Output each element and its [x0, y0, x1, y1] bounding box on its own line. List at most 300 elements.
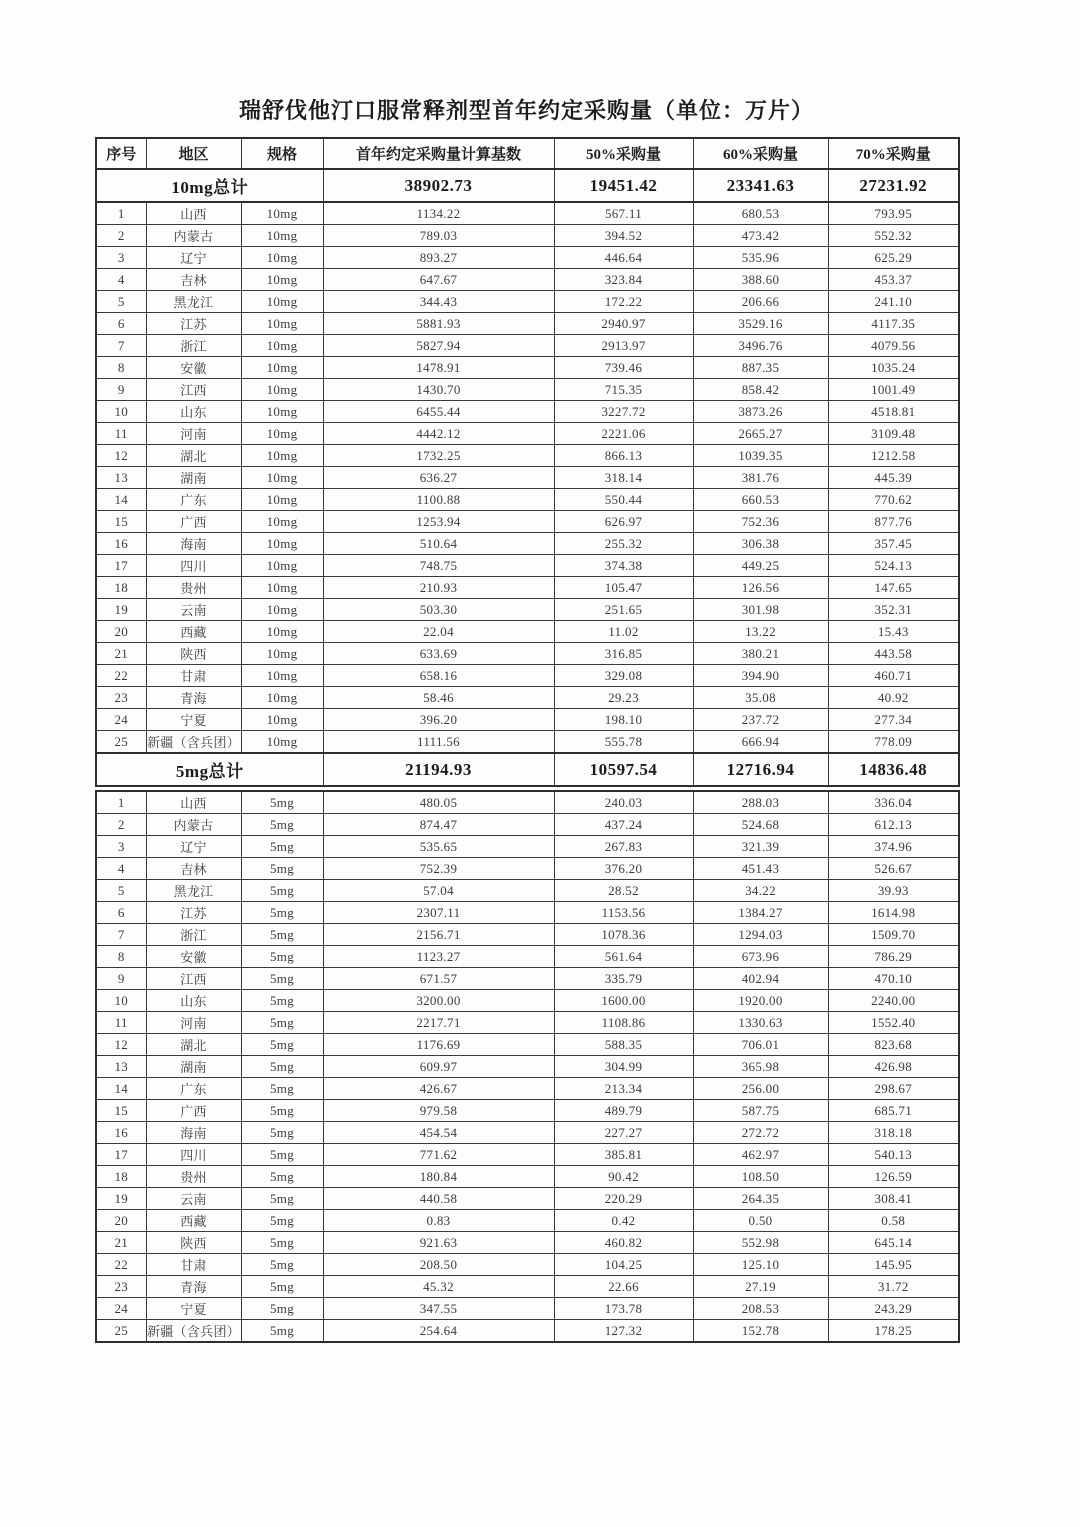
region-cell: 广西: [146, 1100, 241, 1122]
row-index: 23: [96, 687, 146, 709]
qty-70-cell: 40.92: [828, 687, 959, 709]
qty-60-cell: 306.38: [693, 533, 828, 555]
spec-cell: 5mg: [241, 1012, 323, 1034]
region-cell: 河南: [146, 1012, 241, 1034]
table-row: [96, 1144, 959, 1166]
region-cell: 山东: [146, 401, 241, 423]
row-index: 22: [96, 1254, 146, 1276]
base-qty-cell: 396.20: [323, 709, 554, 731]
spec-cell: 5mg: [241, 1144, 323, 1166]
qty-50-cell: 304.99: [554, 1056, 693, 1078]
qty-50-cell: 213.34: [554, 1078, 693, 1100]
row-index: 16: [96, 533, 146, 555]
summary-row: [96, 753, 959, 786]
region-cell: 云南: [146, 1188, 241, 1210]
column-header: 首年约定采购量计算基数: [323, 138, 554, 169]
spec-cell: 5mg: [241, 1034, 323, 1056]
qty-50-cell: 588.35: [554, 1034, 693, 1056]
row-index: 5: [96, 291, 146, 313]
table-row: [96, 467, 959, 489]
qty-70-cell: 526.67: [828, 858, 959, 880]
qty-50-cell: 446.64: [554, 247, 693, 269]
table-row: [96, 990, 959, 1012]
region-cell: 内蒙古: [146, 814, 241, 836]
base-qty-cell: 979.58: [323, 1100, 554, 1122]
spec-cell: 5mg: [241, 1078, 323, 1100]
qty-60-cell: 365.98: [693, 1056, 828, 1078]
qty-60-cell: 394.90: [693, 665, 828, 687]
row-index: 15: [96, 1100, 146, 1122]
qty-60-cell: 1039.35: [693, 445, 828, 467]
qty-70-cell: 685.71: [828, 1100, 959, 1122]
row-index: 11: [96, 423, 146, 445]
row-index: 25: [96, 731, 146, 754]
base-qty-cell: 426.67: [323, 1078, 554, 1100]
table-row: [96, 814, 959, 836]
qty-60-cell: 27.19: [693, 1276, 828, 1298]
region-cell: 湖南: [146, 467, 241, 489]
qty-50-cell: 2221.06: [554, 423, 693, 445]
row-index: 17: [96, 555, 146, 577]
qty-60-cell: 13.22: [693, 621, 828, 643]
region-cell: 安徽: [146, 946, 241, 968]
qty-60-cell: 451.43: [693, 858, 828, 880]
table-row: [96, 1254, 959, 1276]
column-header: 70%采购量: [828, 138, 959, 169]
table-row: [96, 401, 959, 423]
spec-cell: 5mg: [241, 814, 323, 836]
region-cell: 湖南: [146, 1056, 241, 1078]
qty-50-cell: 550.44: [554, 489, 693, 511]
qty-60-cell: 462.97: [693, 1144, 828, 1166]
qty-60-cell: 3496.76: [693, 335, 828, 357]
base-qty-cell: 789.03: [323, 225, 554, 247]
qty-50-cell: 374.38: [554, 555, 693, 577]
qty-50-cell: 739.46: [554, 357, 693, 379]
row-index: 1: [96, 791, 146, 814]
qty-50-cell: 1108.86: [554, 1012, 693, 1034]
row-index: 25: [96, 1320, 146, 1343]
spec-cell: 10mg: [241, 643, 323, 665]
row-index: 21: [96, 1232, 146, 1254]
summary-value: 27231.92: [828, 169, 959, 202]
qty-60-cell: 2665.27: [693, 423, 828, 445]
column-header: 序号: [96, 138, 146, 169]
header-row: [96, 138, 959, 169]
spec-cell: 10mg: [241, 467, 323, 489]
base-qty-cell: 0.83: [323, 1210, 554, 1232]
base-qty-cell: 647.67: [323, 269, 554, 291]
base-qty-cell: 1430.70: [323, 379, 554, 401]
table-body-5mg: [96, 791, 959, 1342]
table-row: [96, 555, 959, 577]
summary-value: 12716.94: [693, 753, 828, 786]
table-row: [96, 247, 959, 269]
spec-cell: 5mg: [241, 836, 323, 858]
base-qty-cell: 2217.71: [323, 1012, 554, 1034]
spec-cell: 10mg: [241, 357, 323, 379]
qty-60-cell: 473.42: [693, 225, 828, 247]
spec-cell: 10mg: [241, 269, 323, 291]
row-index: 10: [96, 990, 146, 1012]
base-qty-cell: 22.04: [323, 621, 554, 643]
spec-cell: 10mg: [241, 599, 323, 621]
qty-60-cell: 301.98: [693, 599, 828, 621]
qty-50-cell: 172.22: [554, 291, 693, 313]
qty-60-cell: 264.35: [693, 1188, 828, 1210]
qty-70-cell: 241.10: [828, 291, 959, 313]
qty-60-cell: 0.50: [693, 1210, 828, 1232]
qty-60-cell: 3529.16: [693, 313, 828, 335]
qty-50-cell: 198.10: [554, 709, 693, 731]
qty-70-cell: 445.39: [828, 467, 959, 489]
spec-cell: 5mg: [241, 1056, 323, 1078]
region-cell: 黑龙江: [146, 291, 241, 313]
qty-60-cell: 680.53: [693, 202, 828, 225]
qty-70-cell: 0.58: [828, 1210, 959, 1232]
qty-70-cell: 786.29: [828, 946, 959, 968]
qty-70-cell: 308.41: [828, 1188, 959, 1210]
spec-cell: 5mg: [241, 1122, 323, 1144]
qty-50-cell: 28.52: [554, 880, 693, 902]
base-qty-cell: 874.47: [323, 814, 554, 836]
qty-50-cell: 437.24: [554, 814, 693, 836]
qty-50-cell: 394.52: [554, 225, 693, 247]
region-cell: 吉林: [146, 858, 241, 880]
spec-cell: 5mg: [241, 902, 323, 924]
qty-60-cell: 388.60: [693, 269, 828, 291]
table-row: [96, 225, 959, 247]
region-cell: 海南: [146, 533, 241, 555]
qty-60-cell: 1920.00: [693, 990, 828, 1012]
table-row: [96, 357, 959, 379]
qty-50-cell: 323.84: [554, 269, 693, 291]
table-row: [96, 533, 959, 555]
base-qty-cell: 2156.71: [323, 924, 554, 946]
row-index: 7: [96, 335, 146, 357]
region-cell: 宁夏: [146, 709, 241, 731]
base-qty-cell: 6455.44: [323, 401, 554, 423]
base-qty-cell: 1134.22: [323, 202, 554, 225]
qty-50-cell: 316.85: [554, 643, 693, 665]
spec-cell: 10mg: [241, 577, 323, 599]
summary-value: 10597.54: [554, 753, 693, 786]
base-qty-cell: 636.27: [323, 467, 554, 489]
qty-50-cell: 489.79: [554, 1100, 693, 1122]
spec-cell: 5mg: [241, 1210, 323, 1232]
qty-70-cell: 31.72: [828, 1276, 959, 1298]
table-row: [96, 1056, 959, 1078]
row-index: 12: [96, 445, 146, 467]
region-cell: 甘肃: [146, 1254, 241, 1276]
summary-value: 23341.63: [693, 169, 828, 202]
qty-70-cell: 460.71: [828, 665, 959, 687]
spec-cell: 10mg: [241, 379, 323, 401]
row-index: 4: [96, 858, 146, 880]
qty-50-cell: 385.81: [554, 1144, 693, 1166]
qty-50-cell: 555.78: [554, 731, 693, 754]
base-qty-cell: 480.05: [323, 791, 554, 814]
qty-70-cell: 298.67: [828, 1078, 959, 1100]
qty-70-cell: 426.98: [828, 1056, 959, 1078]
table-row: [96, 335, 959, 357]
table-row: [96, 621, 959, 643]
procurement-table-main: [95, 137, 960, 787]
qty-70-cell: 552.32: [828, 225, 959, 247]
table-row: [96, 291, 959, 313]
spec-cell: 5mg: [241, 1276, 323, 1298]
table-row: [96, 1320, 959, 1343]
region-cell: 广东: [146, 489, 241, 511]
spec-cell: 10mg: [241, 202, 323, 225]
region-cell: 河南: [146, 423, 241, 445]
base-qty-cell: 1253.94: [323, 511, 554, 533]
spec-cell: 10mg: [241, 665, 323, 687]
table-row: [96, 880, 959, 902]
region-cell: 内蒙古: [146, 225, 241, 247]
base-qty-cell: 3200.00: [323, 990, 554, 1012]
qty-50-cell: 251.65: [554, 599, 693, 621]
qty-50-cell: 3227.72: [554, 401, 693, 423]
qty-50-cell: 220.29: [554, 1188, 693, 1210]
base-qty-cell: 254.64: [323, 1320, 554, 1343]
base-qty-cell: 210.93: [323, 577, 554, 599]
row-index: 5: [96, 880, 146, 902]
qty-60-cell: 887.35: [693, 357, 828, 379]
summary-row: [96, 169, 959, 202]
qty-60-cell: 3873.26: [693, 401, 828, 423]
region-cell: 四川: [146, 555, 241, 577]
region-cell: 宁夏: [146, 1298, 241, 1320]
spec-cell: 10mg: [241, 313, 323, 335]
qty-70-cell: 126.59: [828, 1166, 959, 1188]
table-row: [96, 643, 959, 665]
qty-50-cell: 29.23: [554, 687, 693, 709]
table-row: [96, 423, 959, 445]
row-index: 1: [96, 202, 146, 225]
row-index: 16: [96, 1122, 146, 1144]
spec-cell: 10mg: [241, 555, 323, 577]
spec-cell: 10mg: [241, 225, 323, 247]
qty-60-cell: 152.78: [693, 1320, 828, 1343]
table-row: [96, 1012, 959, 1034]
qty-60-cell: 706.01: [693, 1034, 828, 1056]
row-index: 24: [96, 1298, 146, 1320]
column-header: 地区: [146, 138, 241, 169]
region-cell: 陕西: [146, 1232, 241, 1254]
base-qty-cell: 1123.27: [323, 946, 554, 968]
qty-50-cell: 104.25: [554, 1254, 693, 1276]
qty-60-cell: 449.25: [693, 555, 828, 577]
row-index: 17: [96, 1144, 146, 1166]
base-qty-cell: 633.69: [323, 643, 554, 665]
region-cell: 云南: [146, 599, 241, 621]
row-index: 13: [96, 467, 146, 489]
qty-50-cell: 715.35: [554, 379, 693, 401]
spec-cell: 10mg: [241, 401, 323, 423]
row-index: 3: [96, 247, 146, 269]
table-row: [96, 1100, 959, 1122]
table-row: [96, 665, 959, 687]
qty-50-cell: 127.32: [554, 1320, 693, 1343]
qty-50-cell: 173.78: [554, 1298, 693, 1320]
qty-70-cell: 336.04: [828, 791, 959, 814]
qty-60-cell: 125.10: [693, 1254, 828, 1276]
base-qty-cell: 1478.91: [323, 357, 554, 379]
spec-cell: 10mg: [241, 247, 323, 269]
qty-70-cell: 1035.24: [828, 357, 959, 379]
row-index: 23: [96, 1276, 146, 1298]
qty-50-cell: 267.83: [554, 836, 693, 858]
region-cell: 陕西: [146, 643, 241, 665]
base-qty-cell: 1176.69: [323, 1034, 554, 1056]
qty-70-cell: 823.68: [828, 1034, 959, 1056]
column-header: 规格: [241, 138, 323, 169]
base-qty-cell: 609.97: [323, 1056, 554, 1078]
row-index: 20: [96, 621, 146, 643]
region-cell: 浙江: [146, 924, 241, 946]
base-qty-cell: 440.58: [323, 1188, 554, 1210]
qty-70-cell: 1614.98: [828, 902, 959, 924]
row-index: 6: [96, 313, 146, 335]
table-body-main: [96, 169, 959, 786]
row-index: 13: [96, 1056, 146, 1078]
spec-cell: 10mg: [241, 445, 323, 467]
region-cell: 江苏: [146, 902, 241, 924]
qty-70-cell: 453.37: [828, 269, 959, 291]
row-index: 6: [96, 902, 146, 924]
region-cell: 西藏: [146, 621, 241, 643]
qty-50-cell: 240.03: [554, 791, 693, 814]
qty-70-cell: 243.29: [828, 1298, 959, 1320]
base-qty-cell: 752.39: [323, 858, 554, 880]
region-cell: 四川: [146, 1144, 241, 1166]
qty-70-cell: 145.95: [828, 1254, 959, 1276]
base-qty-cell: 921.63: [323, 1232, 554, 1254]
qty-50-cell: 255.32: [554, 533, 693, 555]
qty-70-cell: 147.65: [828, 577, 959, 599]
qty-50-cell: 626.97: [554, 511, 693, 533]
qty-60-cell: 535.96: [693, 247, 828, 269]
qty-70-cell: 178.25: [828, 1320, 959, 1343]
region-cell: 贵州: [146, 1166, 241, 1188]
row-index: 4: [96, 269, 146, 291]
base-qty-cell: 347.55: [323, 1298, 554, 1320]
table-row: [96, 924, 959, 946]
spec-cell: 5mg: [241, 880, 323, 902]
qty-60-cell: 1384.27: [693, 902, 828, 924]
spec-cell: 10mg: [241, 687, 323, 709]
region-cell: 青海: [146, 687, 241, 709]
qty-70-cell: 540.13: [828, 1144, 959, 1166]
region-cell: 湖北: [146, 1034, 241, 1056]
qty-70-cell: 4518.81: [828, 401, 959, 423]
region-cell: 江西: [146, 379, 241, 401]
page-title: 瑞舒伐他汀口服常释剂型首年约定采购量（单位：万片）: [238, 98, 814, 123]
row-index: 18: [96, 1166, 146, 1188]
qty-50-cell: 22.66: [554, 1276, 693, 1298]
qty-60-cell: 237.72: [693, 709, 828, 731]
summary-value: 19451.42: [554, 169, 693, 202]
qty-70-cell: 1212.58: [828, 445, 959, 467]
table-row: [96, 1078, 959, 1100]
row-index: 11: [96, 1012, 146, 1034]
qty-60-cell: 35.08: [693, 687, 828, 709]
region-cell: 吉林: [146, 269, 241, 291]
region-cell: 西藏: [146, 1210, 241, 1232]
spec-cell: 10mg: [241, 335, 323, 357]
table-row: [96, 599, 959, 621]
base-qty-cell: 771.62: [323, 1144, 554, 1166]
qty-70-cell: 793.95: [828, 202, 959, 225]
table-row: [96, 489, 959, 511]
qty-70-cell: 2240.00: [828, 990, 959, 1012]
qty-70-cell: 3109.48: [828, 423, 959, 445]
base-qty-cell: 180.84: [323, 1166, 554, 1188]
qty-70-cell: 770.62: [828, 489, 959, 511]
row-index: 22: [96, 665, 146, 687]
region-cell: 浙江: [146, 335, 241, 357]
base-qty-cell: 510.64: [323, 533, 554, 555]
row-index: 9: [96, 968, 146, 990]
table-row: [96, 1210, 959, 1232]
qty-50-cell: 2913.97: [554, 335, 693, 357]
summary-label: 10mg总计: [96, 169, 323, 202]
qty-50-cell: 2940.97: [554, 313, 693, 335]
region-cell: 新疆（含兵团）: [146, 731, 241, 754]
row-index: 19: [96, 1188, 146, 1210]
table-row: [96, 791, 959, 814]
row-index: 14: [96, 1078, 146, 1100]
region-cell: 新疆（含兵团）: [146, 1320, 241, 1343]
region-cell: 海南: [146, 1122, 241, 1144]
row-index: 19: [96, 599, 146, 621]
region-cell: 黑龙江: [146, 880, 241, 902]
table-header: [96, 138, 959, 169]
base-qty-cell: 58.46: [323, 687, 554, 709]
qty-60-cell: 552.98: [693, 1232, 828, 1254]
row-index: 2: [96, 225, 146, 247]
row-index: 21: [96, 643, 146, 665]
spec-cell: 5mg: [241, 1298, 323, 1320]
table-row: [96, 1188, 959, 1210]
qty-50-cell: 1153.56: [554, 902, 693, 924]
spec-cell: 5mg: [241, 1188, 323, 1210]
base-qty-cell: 1111.56: [323, 731, 554, 754]
table-row: [96, 1034, 959, 1056]
spec-cell: 10mg: [241, 533, 323, 555]
table-row: [96, 1122, 959, 1144]
region-cell: 青海: [146, 1276, 241, 1298]
base-qty-cell: 2307.11: [323, 902, 554, 924]
qty-70-cell: 4079.56: [828, 335, 959, 357]
spec-cell: 5mg: [241, 1254, 323, 1276]
qty-50-cell: 318.14: [554, 467, 693, 489]
spec-cell: 10mg: [241, 489, 323, 511]
base-qty-cell: 748.75: [323, 555, 554, 577]
qty-50-cell: 561.64: [554, 946, 693, 968]
qty-60-cell: 666.94: [693, 731, 828, 754]
qty-50-cell: 1600.00: [554, 990, 693, 1012]
table-row: [96, 269, 959, 291]
qty-50-cell: 460.82: [554, 1232, 693, 1254]
row-index: 24: [96, 709, 146, 731]
qty-60-cell: 1330.63: [693, 1012, 828, 1034]
base-qty-cell: 454.54: [323, 1122, 554, 1144]
spec-cell: 5mg: [241, 1100, 323, 1122]
spec-cell: 10mg: [241, 511, 323, 533]
table-row: [96, 313, 959, 335]
